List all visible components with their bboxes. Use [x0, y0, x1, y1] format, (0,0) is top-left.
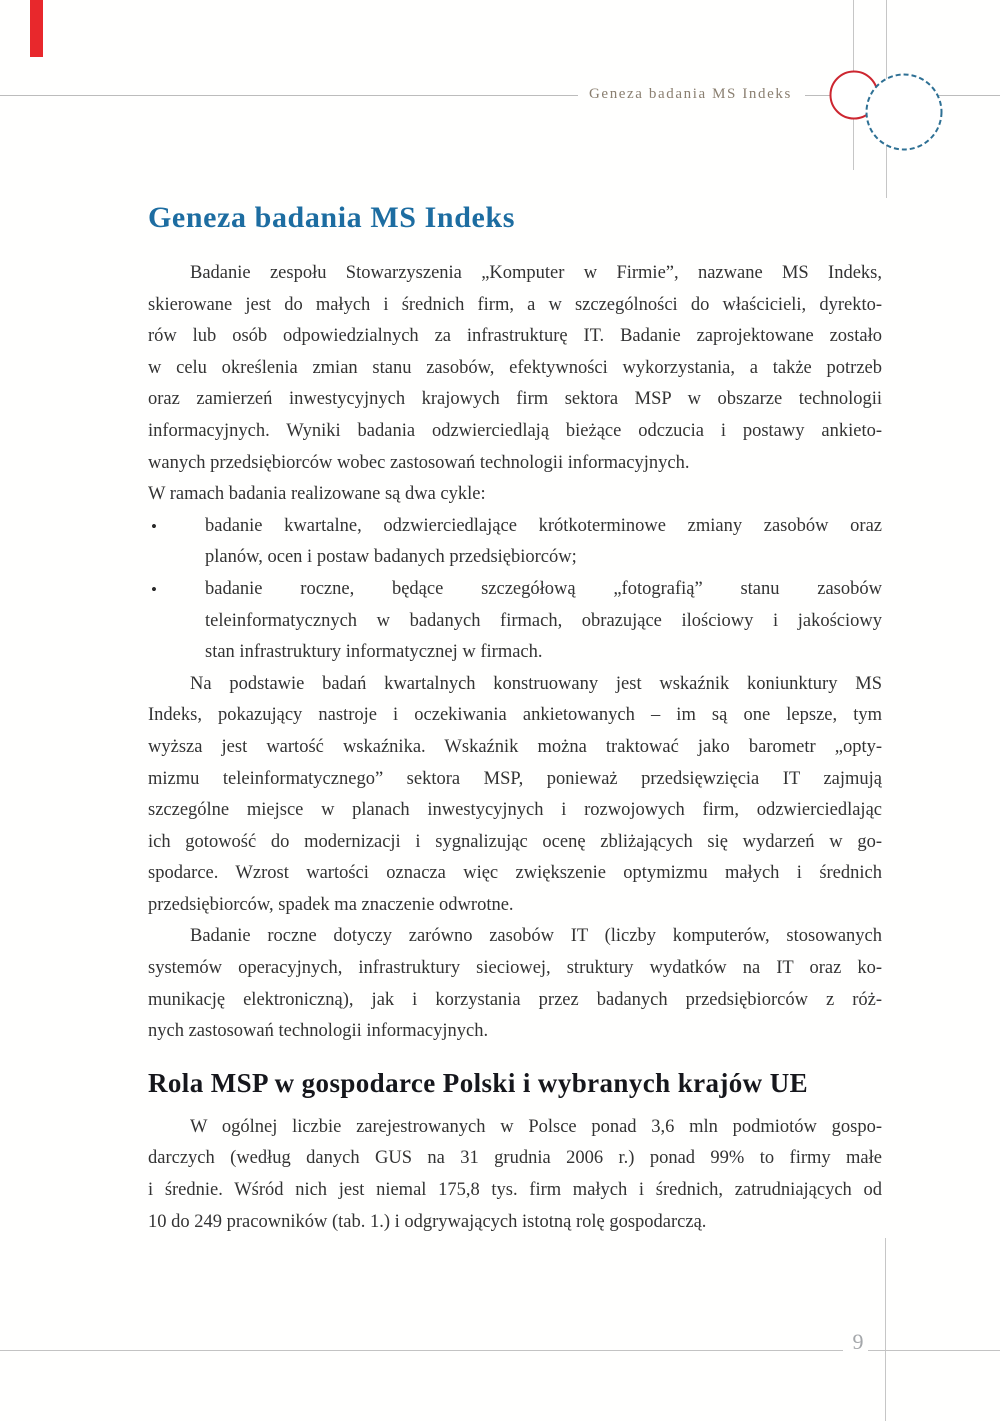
text-line: badanie roczne, będące szczegółową „fotografią” stanu zasobów [205, 578, 882, 599]
blue-circle-icon [867, 75, 942, 150]
text-line: i średnie. Wśród nich jest niemal 175,8 tys. firm małych i średnich, zatrudniających od [148, 1180, 882, 1201]
text-line: 10 do 249 pracowników (tab. 1.) i odgrywających istotną rolę gospodarczą. [148, 1211, 707, 1232]
text-line: stan infrastruktury informatycznej w firmach. [205, 642, 543, 663]
text-line: W ramach badania realizowane są dwa cykle: [148, 484, 486, 505]
text-line: Indeks, pokazujący nastroje i oczekiwania ankietowanych – im są one lepsze, tym [148, 705, 882, 726]
bottom-vertical-rule [885, 1238, 886, 1421]
text-line: W ogólnej liczbie zarejestrowanych w Polsce ponad 3,6 mln podmiotów gospo- [190, 1116, 882, 1137]
text-line: w celu określenia zmian stanu zasobów, efektywności wykorzystania, a także potrzeb [148, 357, 882, 378]
header-rule-left [0, 95, 578, 96]
text-line: Badanie roczne dotyczy zarówno zasobów IT (liczby komputerów, stosowanych [190, 926, 882, 947]
footer-rule-right [868, 1350, 1000, 1351]
text-line: badanie kwartalne, odzwierciedlające krótkoterminowe zmiany zasobów oraz [205, 515, 882, 536]
text-line: darczych (według danych GUS na 31 grudnia 2006 r.) ponad 99% to firmy małe [148, 1148, 882, 1169]
footer-rule-left [0, 1350, 843, 1351]
section2-title: Rola MSP w gospodarce Polski i wybranych krajów UE [148, 1067, 809, 1098]
header-decoration [818, 64, 948, 160]
text-line: rów lub osób odpowiedzialnych za infrastrukturę IT. Badanie zaprojektowane zostało [148, 326, 882, 347]
text-line: munikację elektroniczną), jak i korzystania przez badanych przedsiębiorców z róż- [148, 989, 882, 1010]
bullet-icon: • [151, 516, 157, 536]
text-line: systemów operacyjnych, infrastruktury sieciowej, struktury wydatków na IT oraz ko- [148, 958, 882, 979]
bullet-item [148, 574, 882, 669]
text-line: spodarce. Wzrost wartości oznacza więc zwiększenie optymizmu małych i średnich [148, 863, 882, 884]
text-line: przedsiębiorców, spadek ma znaczenie odwrotne. [148, 894, 514, 915]
text-line: Na podstawie badań kwartalnych konstruowany jest wskaźnik koniunktury MS [190, 673, 882, 694]
text-line: nych zastosowań technologii informacyjnych. [148, 1021, 489, 1042]
bullet-item [148, 511, 882, 574]
page-number: 9 [852, 1329, 864, 1354]
text-line: wanych przedsiębiorców wobec zastosowań technologii informacyjnych. [148, 452, 690, 473]
text-line: planów, ocen i postaw badanych przedsiębiorców; [205, 547, 577, 568]
text-line: informacyjnych. Wyniki badania odzwierciedlają bieżące odczucia i postawy ankieto- [148, 420, 882, 441]
text-line: skierowane jest do małych i średnich firm, a w szczególności do właścicieli, dyrekto- [148, 294, 882, 315]
text-line: ich gotowość do modernizacji i sygnalizując ocenę zbliżających się wydarzeń w go- [148, 831, 882, 852]
page-content [148, 200, 882, 1238]
page-edge-red-mark [30, 0, 43, 57]
bullet-icon: • [151, 579, 157, 599]
text-line: teleinformatycznych w badanych firmach, obrazujące ilościowy i jakościowy [205, 610, 882, 631]
text-line: oraz zamierzeń inwestycyjnych krajowych firm sektora MSP w obszarze technologii [148, 389, 882, 410]
text-line: szczególne miejsce w planach inwestycyjnych i rozwojowych firm, odzwierciedlając [148, 800, 882, 821]
section-title: Geneza badania MS Indeks [148, 201, 515, 234]
text-line: Badanie zespołu Stowarzyszenia „Komputer w Firmie”, nazwane MS Indeks, [190, 263, 882, 283]
text-line: mizmu teleinformatycznego” sektora MSP, ponieważ przedsięwzięcia IT zajmują [148, 768, 882, 789]
running-header: Geneza badania MS Indeks [589, 86, 792, 102]
text-line: wyższa jest wartość wskaźnika. Wskaźnik można traktować jako barometr „opty- [148, 736, 882, 757]
